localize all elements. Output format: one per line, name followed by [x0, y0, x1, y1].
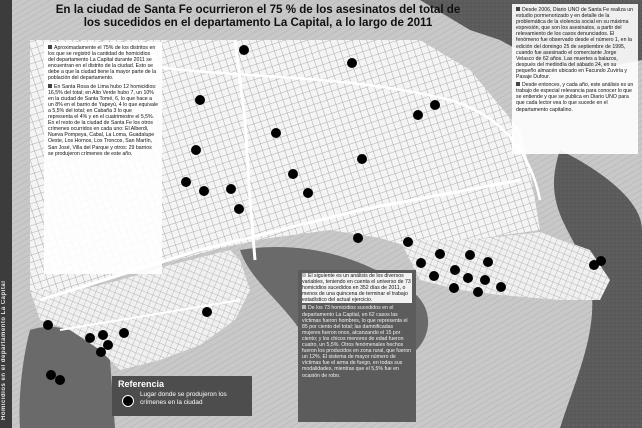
legend-title: Referencia	[118, 379, 165, 389]
crime-point	[181, 177, 191, 187]
crime-point	[413, 110, 423, 120]
crime-point	[191, 145, 201, 155]
center-note-1: El siguiente es un análisis de los diversos variables, teniendo en cuenta el universo de 73 homicidios sucedidos en 352 días de 2011, o menos de una quincena de terminar el trabajo estadístico del actual ejercicio.	[302, 273, 411, 304]
crime-point	[480, 275, 490, 285]
crime-point	[239, 45, 249, 55]
crime-point	[357, 154, 367, 164]
side-strip-label: Homicidios en el departamento La Capital	[1, 280, 7, 420]
crime-point	[353, 233, 363, 243]
crime-point	[450, 265, 460, 275]
crime-point	[199, 186, 209, 196]
crime-point	[463, 273, 473, 283]
crime-point	[119, 328, 129, 338]
crime-point	[483, 257, 493, 267]
crime-point	[496, 282, 506, 292]
crime-point	[449, 283, 459, 293]
legend-dot-icon	[122, 395, 134, 407]
crime-point	[288, 169, 298, 179]
crime-point	[202, 307, 212, 317]
left-note-1: Aproximadamente el 75% de los distritos en los que se registró la cantidad de homicidios del departamento La Capital durante 2011 se encuentran en el distrito de la ciudad. Esto se debe a que la ciudad tiene la mayor parte de la población del departamento.	[48, 45, 157, 82]
crime-point	[435, 249, 445, 259]
legend-text: Lugar donde se produjeron los crímenes en la ciudad	[140, 391, 227, 406]
crime-point	[347, 58, 357, 68]
crime-point	[43, 320, 53, 330]
right-notes-box	[512, 4, 638, 154]
crime-point	[98, 330, 108, 340]
crime-point	[430, 100, 440, 110]
crime-point	[46, 370, 56, 380]
crime-point	[465, 250, 475, 260]
crime-point	[429, 271, 439, 281]
crime-point	[416, 258, 426, 268]
crime-point	[403, 237, 413, 247]
crime-point	[271, 128, 281, 138]
crime-point	[303, 188, 313, 198]
left-note-2: En Santa Rosa de Lima hubo 12 homicidios: 16,5% del total; en Alto Verde hubo 7, un 10% en la ciudad de Santa Tomé, 6, lo que hace a un 8% en el barrio de Yapeyú, 4 lo que equivale a 5,5% del total; en Cabaña 3 lo que representa el 4% y en el cuatrimestre el 5,5%. En el resto de la ciudad de Santa Fe los otros crímenes ocurridos en cada uno: El Alberdi, Nueva Pompeya, Cabal, La Loma, Guadalupe Oeste, Los Hornos, Los Troncos, San Martín, San José, Villa del Parque y otros: 29 barrios se produjeron crímenes de este año.	[48, 83, 158, 157]
left-notes-box	[44, 42, 162, 274]
crime-point	[234, 204, 244, 214]
center-notes-box	[298, 270, 416, 422]
map-title: En la ciudad de Santa Fe ocurrieron el 75 % de los asesinatos del total de los sucedidos en el departamento La Capital, a lo largo de 2011	[55, 3, 461, 29]
right-note-1: Desde 2006, Diario UNO de Santa Fe realiza un estudio pormenorizado y en detalle de la problemática de la violencia social en su máxima expresión, que son los asesinatos, a partir del relevamiento de los casos denunciados. El fenómeno fue observado desde el número 1, en la edición del domingo 25 de septiembre de 1995, cuando fue asesinado el comerciante Jorge Velasco de 62 años. Las muertes a balazos, después del mediodía del sábado 24, en su pequeño almacén ubicado en Facundo Zuviría y Pasaje Dufour.	[516, 7, 634, 81]
right-note-2: Desde entonces, y cada año, este análisis es un trabajo de especial relevancia para conocer lo que se entiende y que se publica en Diario UNO para que cada lector vea lo que sucede en el departamento capitalino.	[516, 82, 634, 113]
crime-point	[195, 95, 205, 105]
crime-point	[226, 184, 236, 194]
crime-point	[103, 340, 113, 350]
center-note-2: De los 73 homicidios sucedidos en el departamento La Capital, en 62 casos las víctimas fueron hombres, lo que representa el 85 por ciento del total; las damnificadas mujeres fueron once, alcanzando el 15 por ciento; y los chicos menores de edad fueron cuatro, un 5,5%. Otros fenómenales hechos fueron los producidos en zona rural, que fueron un 12%. El sistema de mayor número de víctimas fue el arma de fuego, en todas sus modalidades, mientras que el 5,5% fue en ocasión de robo.	[302, 305, 412, 379]
crime-point	[85, 333, 95, 343]
crime-point	[473, 287, 483, 297]
crime-point	[55, 375, 65, 385]
side-strip	[0, 0, 12, 428]
legend	[112, 376, 252, 416]
crime-point	[596, 256, 606, 266]
